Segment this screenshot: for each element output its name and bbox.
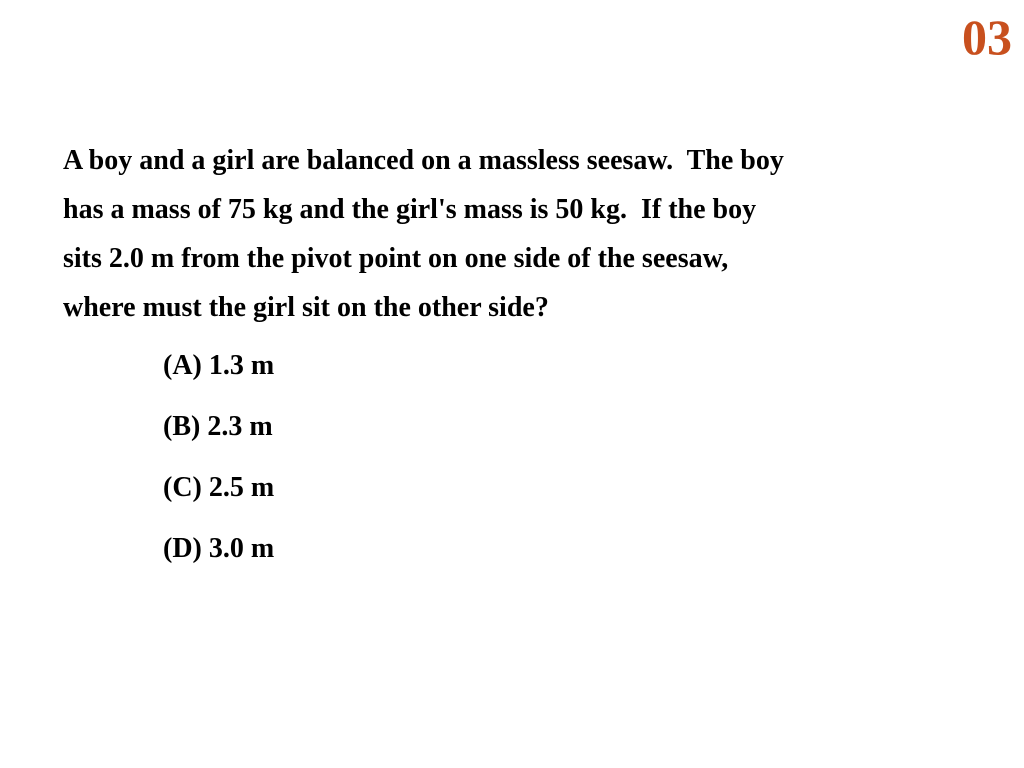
slide-number: 03 (962, 9, 1012, 65)
answer-choice-a: (A) 1.3 m (163, 350, 275, 381)
answer-choice-c: (C) 2.5 m (163, 472, 275, 503)
answer-choice-b: (B) 2.3 m (163, 411, 273, 442)
answer-choices (163, 346, 274, 590)
question-line: A boy and a girl are balanced on a massless seesaw. The boy (63, 145, 784, 176)
question-text (63, 136, 963, 332)
question-line: sits 2.0 m from the pivot point on one side of the seesaw, (63, 243, 729, 274)
question-line: has a mass of 75 kg and the girl's mass is 50 kg. If the boy (63, 194, 757, 225)
question-line: where must the girl sit on the other side? (63, 292, 549, 323)
answer-choice-d: (D) 3.0 m (163, 533, 275, 564)
